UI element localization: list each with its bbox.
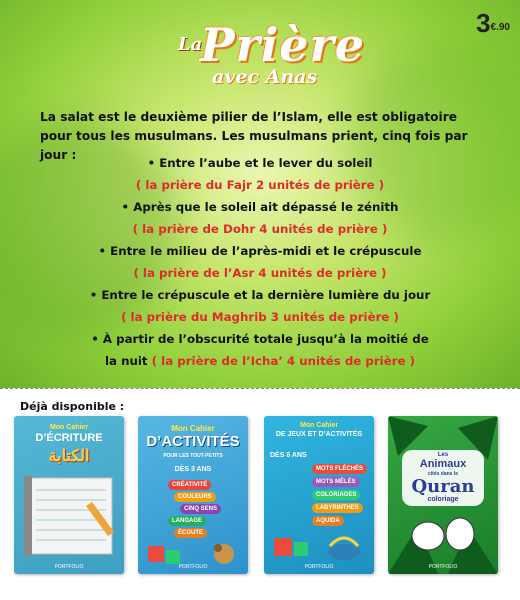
book-animaux-quran[interactable] [388, 416, 498, 574]
book-activites[interactable] [138, 416, 248, 574]
toys-illustration [270, 528, 370, 564]
book-jeux-line1: Mon Cahier [299, 422, 339, 429]
book-activites-pill-2: COULEURS [174, 492, 216, 502]
price-integer: 3 [476, 8, 491, 38]
book-ecriture-publisher: PORTFOLIO [54, 564, 84, 570]
available-section [0, 388, 520, 600]
intro-text: La salat est le deuxième pilier de l’Islam, elle est obligatoire pour tous les musulmans. Les musulmans prient, cinq fois par jour : [40, 110, 468, 162]
prayer-item-icha: • À partir de l’obscurité totale jusqu’à la moitié de [91, 332, 429, 346]
book-activites-line2: D’ACTIVITÉS [146, 433, 240, 450]
book-animaux-line5: coloriage [427, 496, 459, 503]
book-animaux-line1: Les [437, 452, 449, 458]
book-jeux-publisher: PORTFOLIO [304, 564, 334, 570]
book-activites-publisher: PORTFOLIO [178, 564, 208, 570]
price-decimals: .90 [496, 22, 510, 33]
book-activites-pill-4: LANGAGE [168, 516, 206, 526]
book-animaux-line2: Animaux [419, 458, 467, 470]
book-activites-pill-3: CINQ SENS [180, 504, 221, 514]
prayer-sub-fajr: ( la prière du Fajr 2 unités de prière ) [135, 178, 385, 192]
prayer-sub-dohr: ( la prière de Dohr 4 unités de prière ) [132, 222, 388, 236]
prayer-item-icha-cont: la nuit [104, 354, 148, 368]
logo-la-priere [170, 16, 390, 96]
book-ecriture-line2: D’ÉCRITURE [35, 432, 103, 444]
logo-la: La [178, 34, 203, 55]
notebook-illustration [22, 472, 118, 558]
book-animaux-line4: Quran [411, 476, 475, 497]
book-jeux-line2: DE JEUX ET D’ACTIVITÉS [275, 431, 363, 438]
prayer-sub-icha: ( la prière de l’Icha’ 4 unités de prière ) [151, 354, 416, 368]
book-jeux-pill-4: LABYRINTHES [312, 503, 363, 513]
logo-priere: Prière [200, 18, 366, 72]
logo-avec-anas: avec Anas [212, 66, 318, 88]
prayer-sub-asr: ( la prière de l’Asr 4 unités de prière ) [133, 266, 387, 280]
book-ecriture-arabic: الكتابة [48, 448, 90, 465]
price-symbol: € [490, 22, 497, 33]
book-activites-tagline: POUR LES TOUT-PETITS [163, 453, 223, 459]
book-ecriture[interactable] [14, 416, 124, 574]
prayer-item-icha-line2 [10, 350, 510, 372]
book-jeux-pill-2: MOTS MÊLÉS [312, 477, 360, 487]
price-tag [476, 8, 510, 39]
dashed-divider [0, 388, 520, 389]
prayer-sub-maghrib: ( la prière du Maghrib 3 unités de prière ) [121, 310, 399, 324]
prayer-list [10, 152, 510, 372]
book-activites-age: DÈS 3 ANS [174, 466, 212, 473]
book-jeux-activites[interactable] [264, 416, 374, 574]
prayer-item-asr: • Entre le milieu de l’après-midi et le crépuscule [98, 244, 422, 258]
prayer-item-maghrib: • Entre le crépuscule et la dernière lumière du jour [89, 288, 431, 302]
book-animaux-line3: cités dans le [427, 471, 458, 477]
available-label: Déjà disponible : [20, 400, 125, 413]
book-jeux-pill-1: MOTS FLÉCHÉS [312, 464, 367, 474]
blocks-toy-illustration [144, 540, 244, 566]
book-animaux-publisher: PORTFOLIO [428, 564, 458, 570]
book-jeux-age: DÈS 6 ANS [270, 452, 307, 459]
book-ecriture-line1: Mon Cahier [49, 424, 89, 431]
book-activites-pill-1: CRÉATIVITÉ [168, 480, 211, 490]
prayer-item-fajr: • Entre l’aube et le lever du soleil [147, 156, 373, 170]
book-activites-line1: Mon Cahier [171, 424, 215, 433]
book-jeux-pill-5: AQUIDA [312, 516, 344, 526]
prayer-item-dohr: • Après que le soleil ait dépassé le zénith [121, 200, 399, 214]
book-activites-pill-5: ÉCOUTE [174, 528, 207, 538]
book-jeux-pill-3: COLORIAGES [312, 490, 360, 500]
